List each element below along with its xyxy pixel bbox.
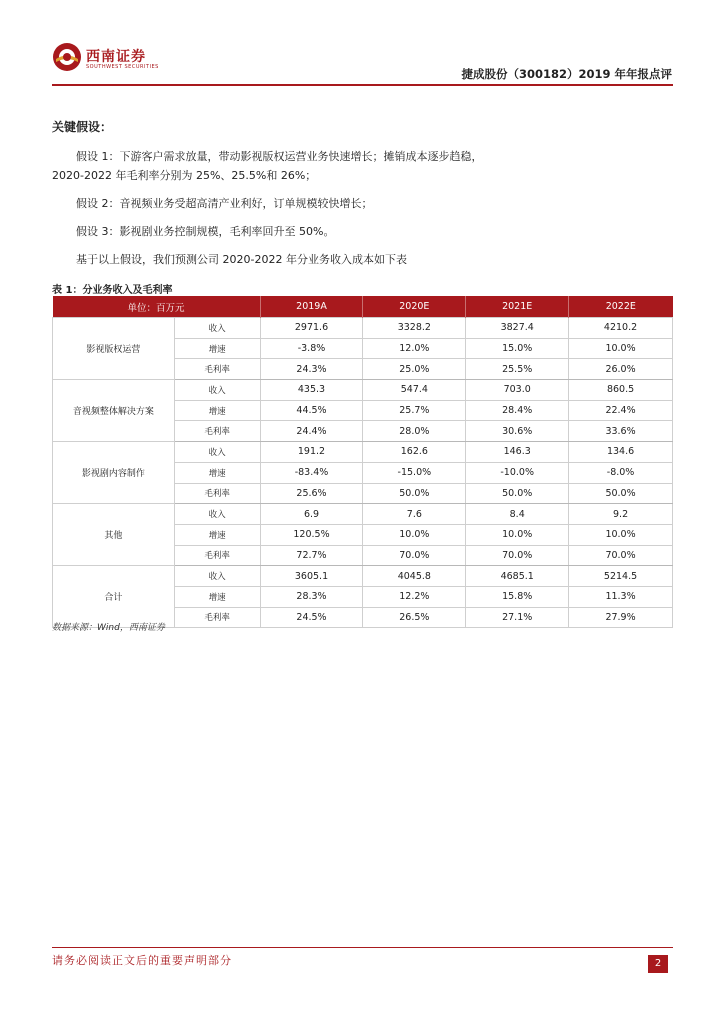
table-col-header: 2022E <box>569 296 673 318</box>
report-title: 捷成股份（300182）2019 年年报点评 <box>461 67 672 81</box>
table-cell: 547.4 <box>363 380 466 401</box>
assumption-1-line-1: 假设 1：下游客户需求放量，带动影视版权运营业务快速增长；摊销成本逐步趋稳， <box>76 150 483 163</box>
table-cell: 24.5% <box>260 607 363 628</box>
segment-name: 音视频整体解决方案 <box>53 380 175 442</box>
table-cell: 4045.8 <box>363 566 466 587</box>
assumption-2-text: 假设 2：音视频业务受超高清产业利好，订单规模较快增长； <box>76 197 373 210</box>
table-row <box>53 318 673 339</box>
metric-label: 增速 <box>174 338 260 359</box>
table-cell: 25.7% <box>363 400 466 421</box>
metric-label: 收入 <box>174 318 260 339</box>
table-cell: 5214.5 <box>569 566 673 587</box>
table-cell: 2971.6 <box>260 318 363 339</box>
table-unit-header: 单位：百万元 <box>53 296 261 318</box>
main-content <box>52 118 673 278</box>
metric-label: 毛利率 <box>174 421 260 442</box>
assumption-2 <box>52 194 673 213</box>
table-source: 数据来源：Wind，西南证券 <box>52 623 165 633</box>
table-cell: 3328.2 <box>363 318 466 339</box>
table-cell: 9.2 <box>569 504 673 525</box>
table-cell: 10.0% <box>466 524 569 545</box>
table-row <box>53 380 673 401</box>
table-cell: 3605.1 <box>260 566 363 587</box>
table-cell: 7.6 <box>363 504 466 525</box>
table-cell: 10.0% <box>569 338 673 359</box>
table-cell: 11.3% <box>569 586 673 607</box>
assumption-1 <box>52 147 673 185</box>
table-cell: 10.0% <box>363 524 466 545</box>
table-cell: 28.3% <box>260 586 363 607</box>
metric-label: 毛利率 <box>174 483 260 504</box>
company-name-en: SOUTHWEST SECURITIES <box>86 64 159 70</box>
summary-paragraph <box>52 250 673 269</box>
table-cell: 15.0% <box>466 338 569 359</box>
assumption-3-text: 假设 3：影视剧业务控制规模，毛利率回升至 50%。 <box>76 225 335 238</box>
table-cell: 10.0% <box>569 524 673 545</box>
metric-label: 毛利率 <box>174 545 260 566</box>
table-col-header: 2019A <box>260 296 363 318</box>
table-cell: 22.4% <box>569 400 673 421</box>
table-cell: 24.4% <box>260 421 363 442</box>
table-cell: 28.4% <box>466 400 569 421</box>
metric-label: 收入 <box>174 504 260 525</box>
table-cell: 25.6% <box>260 483 363 504</box>
metric-label: 增速 <box>174 586 260 607</box>
table-cell: 3827.4 <box>466 318 569 339</box>
table-cell: 24.3% <box>260 359 363 380</box>
segment-name: 其他 <box>53 504 175 566</box>
table-cell: 12.0% <box>363 338 466 359</box>
header-divider <box>52 84 673 86</box>
metric-label: 收入 <box>174 442 260 463</box>
table-cell: -83.4% <box>260 462 363 483</box>
footer-divider <box>52 947 673 948</box>
table-cell: 860.5 <box>569 380 673 401</box>
segment-name: 影视剧内容制作 <box>53 442 175 504</box>
table-cell: 30.6% <box>466 421 569 442</box>
table-cell: 4210.2 <box>569 318 673 339</box>
table-cell: 703.0 <box>466 380 569 401</box>
assumption-3 <box>52 222 673 241</box>
table-cell: 134.6 <box>569 442 673 463</box>
table-cell: -15.0% <box>363 462 466 483</box>
table-cell: 4685.1 <box>466 566 569 587</box>
table-header-row <box>53 296 673 318</box>
table-cell: 70.0% <box>466 545 569 566</box>
table-cell: 191.2 <box>260 442 363 463</box>
table-cell: 15.8% <box>466 586 569 607</box>
section-title: 关键假设： <box>52 120 113 134</box>
assumption-1-line-2: 2020-2022 年毛利率分别为 25%、25.5%和 26%； <box>52 169 317 182</box>
metric-label: 增速 <box>174 462 260 483</box>
table-row <box>53 504 673 525</box>
table-cell: 26.0% <box>569 359 673 380</box>
page-number: 2 <box>648 955 668 973</box>
table-cell: 435.3 <box>260 380 363 401</box>
page-header <box>0 0 724 92</box>
table-cell: -8.0% <box>569 462 673 483</box>
table-cell: 33.6% <box>569 421 673 442</box>
table-cell: 27.9% <box>569 607 673 628</box>
table-cell: 6.9 <box>260 504 363 525</box>
table-cell: 146.3 <box>466 442 569 463</box>
metric-label: 收入 <box>174 566 260 587</box>
table-cell: 25.5% <box>466 359 569 380</box>
metric-label: 收入 <box>174 380 260 401</box>
table-cell: 25.0% <box>363 359 466 380</box>
table-cell: 120.5% <box>260 524 363 545</box>
table-caption: 表 1：分业务收入及毛利率 <box>52 285 173 296</box>
table-cell: 162.6 <box>363 442 466 463</box>
table-row <box>53 442 673 463</box>
metric-label: 增速 <box>174 524 260 545</box>
table-cell: 28.0% <box>363 421 466 442</box>
table-cell: 50.0% <box>569 483 673 504</box>
table-cell: 70.0% <box>363 545 466 566</box>
metric-label: 毛利率 <box>174 359 260 380</box>
revenue-table <box>52 296 673 628</box>
table-col-header: 2021E <box>466 296 569 318</box>
table-cell: 50.0% <box>363 483 466 504</box>
table-cell: -3.8% <box>260 338 363 359</box>
table-cell: 44.5% <box>260 400 363 421</box>
table-cell: 70.0% <box>569 545 673 566</box>
table-cell: 12.2% <box>363 586 466 607</box>
table-cell: 72.7% <box>260 545 363 566</box>
segment-name: 影视版权运营 <box>53 318 175 380</box>
table-col-header: 2020E <box>363 296 466 318</box>
table-cell: 27.1% <box>466 607 569 628</box>
table-cell: 50.0% <box>466 483 569 504</box>
metric-label: 毛利率 <box>174 607 260 628</box>
table-row <box>53 566 673 587</box>
table-cell: 26.5% <box>363 607 466 628</box>
footer-disclaimer: 请务必阅读正文后的重要声明部分 <box>52 954 232 967</box>
company-logo-icon <box>52 42 82 72</box>
metric-label: 增速 <box>174 400 260 421</box>
summary-text: 基于以上假设，我们预测公司 2020-2022 年分业务收入成本如下表 <box>76 253 407 266</box>
table-cell: -10.0% <box>466 462 569 483</box>
table-cell: 8.4 <box>466 504 569 525</box>
segment-name: 合计 <box>53 566 175 628</box>
company-name: 西南证券 <box>86 49 146 65</box>
